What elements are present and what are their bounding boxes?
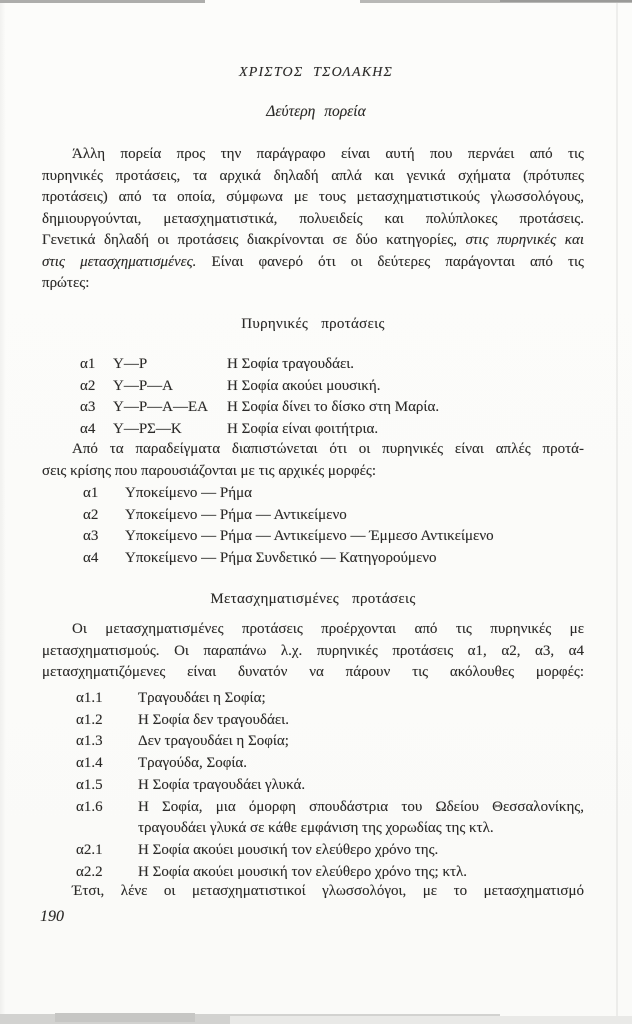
item-label: α3: [80, 399, 96, 416]
item-text: [125, 483, 584, 505]
text-run: Η Σοφία τραγουδάει γλυκά.: [138, 776, 306, 793]
item-text: [138, 840, 584, 862]
text-run: Η Σοφία δίνει το δίσκο στη Μαρία.: [227, 399, 440, 416]
item-text: [227, 397, 584, 419]
text-line: [138, 688, 584, 710]
author-running-head: ΧΡΙΣΤΟΣ ΤΣΟΛΑΚΗΣ: [238, 65, 394, 80]
text-line: [227, 376, 584, 398]
item-label: α1: [80, 356, 96, 372]
text-run: πυρηνικές προτάσεις, τα αρχικά δηλαδή απλά και γενικά σχήματα (πρότυπες: [42, 167, 584, 184]
item-text: [125, 548, 584, 570]
item-formula: Υ—Ρ: [113, 356, 148, 372]
scan-top-strip-corner: [500, 0, 632, 2]
scan-bottom-strip-dark: [55, 1013, 195, 1022]
kernel-examples-list: [42, 354, 584, 441]
text-run: τραγουδάει γλυκά σε κάθε εμφάνιση της χορωδίας της κτλ.: [138, 820, 494, 837]
item-formula: Υ—Ρ—Α—ΕΑ: [113, 399, 209, 416]
scan-top-strip-left: [0, 0, 205, 3]
list-item: [76, 840, 584, 862]
item-label: α1.6: [76, 798, 103, 815]
text-run: Οι μετασχηματισμένες προτάσεις προέρχονται από τις πυρηνικές με: [72, 621, 584, 637]
item-label: α2: [80, 377, 96, 394]
text-run: Τραγουδάει η Σοφία;: [138, 690, 266, 706]
text-run: Είναι φανερό ότι οι δεύτερες παράγονται από τις: [196, 253, 584, 270]
text-line: [42, 641, 584, 663]
text-line: [227, 354, 584, 376]
item-text: [227, 376, 584, 398]
text-run: Τραγούδα, Σοφία.: [138, 755, 248, 772]
list-item: [76, 797, 584, 840]
text-line: [125, 505, 584, 527]
text-run: Η Σοφία ακούει μουσική.: [227, 377, 381, 394]
list-item: [83, 548, 584, 570]
list-item: [80, 419, 584, 441]
text-line: [42, 273, 584, 295]
text-run: Δεν τραγουδάει η Σοφία;: [138, 733, 289, 750]
list-item: [83, 526, 584, 548]
item-label: α1.3: [76, 733, 103, 750]
text-run: μετασχηματιζόμενες είναι δυνατόν να πάρουν τις ακόλουθες μορφές:: [42, 664, 584, 680]
text-line: [42, 166, 584, 188]
list-item: [80, 354, 584, 376]
text-run: Έτσι, λένε οι μετασχηματιστικοί γλωσσολόγοι, με το μετασχηματισμό: [72, 883, 584, 899]
list-item: [80, 397, 584, 419]
text-line: [138, 731, 584, 753]
item-label: α2.2: [76, 863, 103, 880]
item-text: [138, 753, 584, 775]
scan-right-crease: [616, 0, 618, 1024]
text-run: Υποκείμενο — Ρήμα Συνδετικό — Κατηγορούμενο: [125, 550, 437, 567]
text-line: [42, 619, 584, 641]
item-label: α1.1: [76, 690, 103, 706]
text-line: [138, 840, 584, 862]
text-line: [125, 483, 584, 505]
text-line: [227, 397, 584, 419]
list-item: [76, 688, 584, 710]
transformed-examples-list: [42, 688, 584, 883]
text-run: Η Σοφία τραγουδάει.: [227, 356, 355, 372]
scan-bottom-strip-right: [230, 1016, 632, 1024]
text-run: σεις κρίσης που παρουσιάζονται με τις αρχικές μορφές:: [42, 462, 377, 479]
item-label: α4: [80, 421, 96, 438]
paragraph-intro: [42, 144, 584, 295]
text-run: Υποκείμενο — Ρήμα — Αντικείμενο — Έμμεσο Αντικείμενο: [125, 528, 494, 545]
list-item: [76, 775, 584, 797]
italic-text-run: στις πυρηνικές και: [465, 232, 584, 248]
list-item: [76, 753, 584, 775]
text-line: [125, 548, 584, 570]
page-number: 190: [40, 908, 64, 925]
text-line: [227, 419, 584, 441]
text-run: Η Σοφία, μια όμορφη σπουδάστρια του Ωδείου Θεσσαλονίκης,: [138, 798, 584, 815]
text-run: πρώτες:: [42, 275, 90, 291]
paragraph-transformed-intro: [42, 619, 584, 684]
item-label: α2.1: [76, 841, 103, 858]
text-run: προτάσεις) από τα οποία, σύμφωνα με τους μετασχηματιστικούς γλωσσολόγους,: [42, 189, 584, 205]
section-heading-kernel: Πυρηνικές προτάσεις: [241, 316, 385, 332]
text-run: Γενετικά δηλαδή οι προτάσεις διακρίνονται σε δύο κατηγορίες,: [42, 232, 466, 248]
text-line: [42, 252, 584, 274]
item-text: [125, 526, 584, 548]
text-line: [138, 775, 584, 797]
text-line: [42, 461, 584, 483]
item-text: [138, 731, 584, 753]
text-line: [138, 753, 584, 775]
list-item: [76, 710, 584, 732]
item-label: α1.4: [76, 755, 103, 772]
text-run: δημιουργούνται, μετασχηματιστικά, πολυειδείς και πολύπλοκες προτάσεις.: [42, 210, 584, 227]
text-run: Άλλη πορεία προς την παράγραφο είναι αυτή που περνάει από τις: [72, 146, 584, 162]
list-item: [76, 731, 584, 753]
item-formula: Υ—Ρ—Α: [113, 377, 174, 394]
item-label: α3: [83, 528, 99, 545]
text-line: [138, 797, 584, 819]
item-text: [125, 505, 584, 527]
text-line: [138, 818, 584, 840]
text-run: Υποκείμενο — Ρήμα: [125, 485, 253, 501]
text-line: [42, 230, 584, 252]
list-item: [83, 505, 584, 527]
text-run: Η Σοφία ακούει μουσική τον ελεύθερο χρόνο της; κτλ.: [138, 863, 468, 880]
text-run: Η Σοφία ακούει μουσική τον ελεύθερο χρόνο της.: [138, 841, 439, 858]
text-line: [125, 526, 584, 548]
item-text: [138, 775, 584, 797]
item-text: [138, 797, 584, 840]
paragraph-forms-intro: [42, 439, 584, 482]
text-run: Από τα παραδείγματα διαπιστώνεται ότι οι πυρηνικές είναι απλές προτά-: [72, 441, 584, 457]
text-run: Η Σοφία δεν τραγουδάει.: [138, 711, 289, 728]
item-text: [227, 419, 584, 441]
text-line: [138, 710, 584, 732]
text-line: [42, 144, 584, 166]
text-line: [42, 187, 584, 209]
item-label: α4: [83, 550, 99, 567]
text-line: [42, 209, 584, 231]
text-line: [42, 439, 584, 461]
item-label: α1.5: [76, 776, 103, 793]
paragraph-closing: [42, 881, 584, 903]
italic-text-run: στις μετασχηματισμένες.: [42, 253, 197, 270]
scan-left-edge-shade: [0, 0, 6, 1024]
item-label: α1.2: [76, 711, 103, 728]
text-line: [42, 662, 584, 684]
chapter-title: Δεύτερη πορεία: [266, 103, 366, 120]
text-run: μετασχηματισμούς. Οι παραπάνω λ.χ. πυρηνικές προτάσεις α1, α2, α3, α4: [42, 642, 584, 659]
item-text: [227, 354, 584, 376]
item-label: α1: [83, 485, 99, 501]
item-text: [138, 688, 584, 710]
text-run: Η Σοφία είναι φοιτήτρια.: [227, 421, 379, 438]
item-label: α2: [83, 506, 99, 523]
section-heading-transformed: Μετασχηματισμένες προτάσεις: [210, 591, 416, 607]
item-formula: Υ—ΡΣ—Κ: [113, 421, 182, 438]
text-line: [42, 881, 584, 903]
text-run: Υποκείμενο — Ρήμα — Αντικείμενο: [125, 506, 347, 523]
list-item: [80, 376, 584, 398]
item-text: [138, 710, 584, 732]
kernel-forms-list: [42, 483, 584, 570]
list-item: [83, 483, 584, 505]
